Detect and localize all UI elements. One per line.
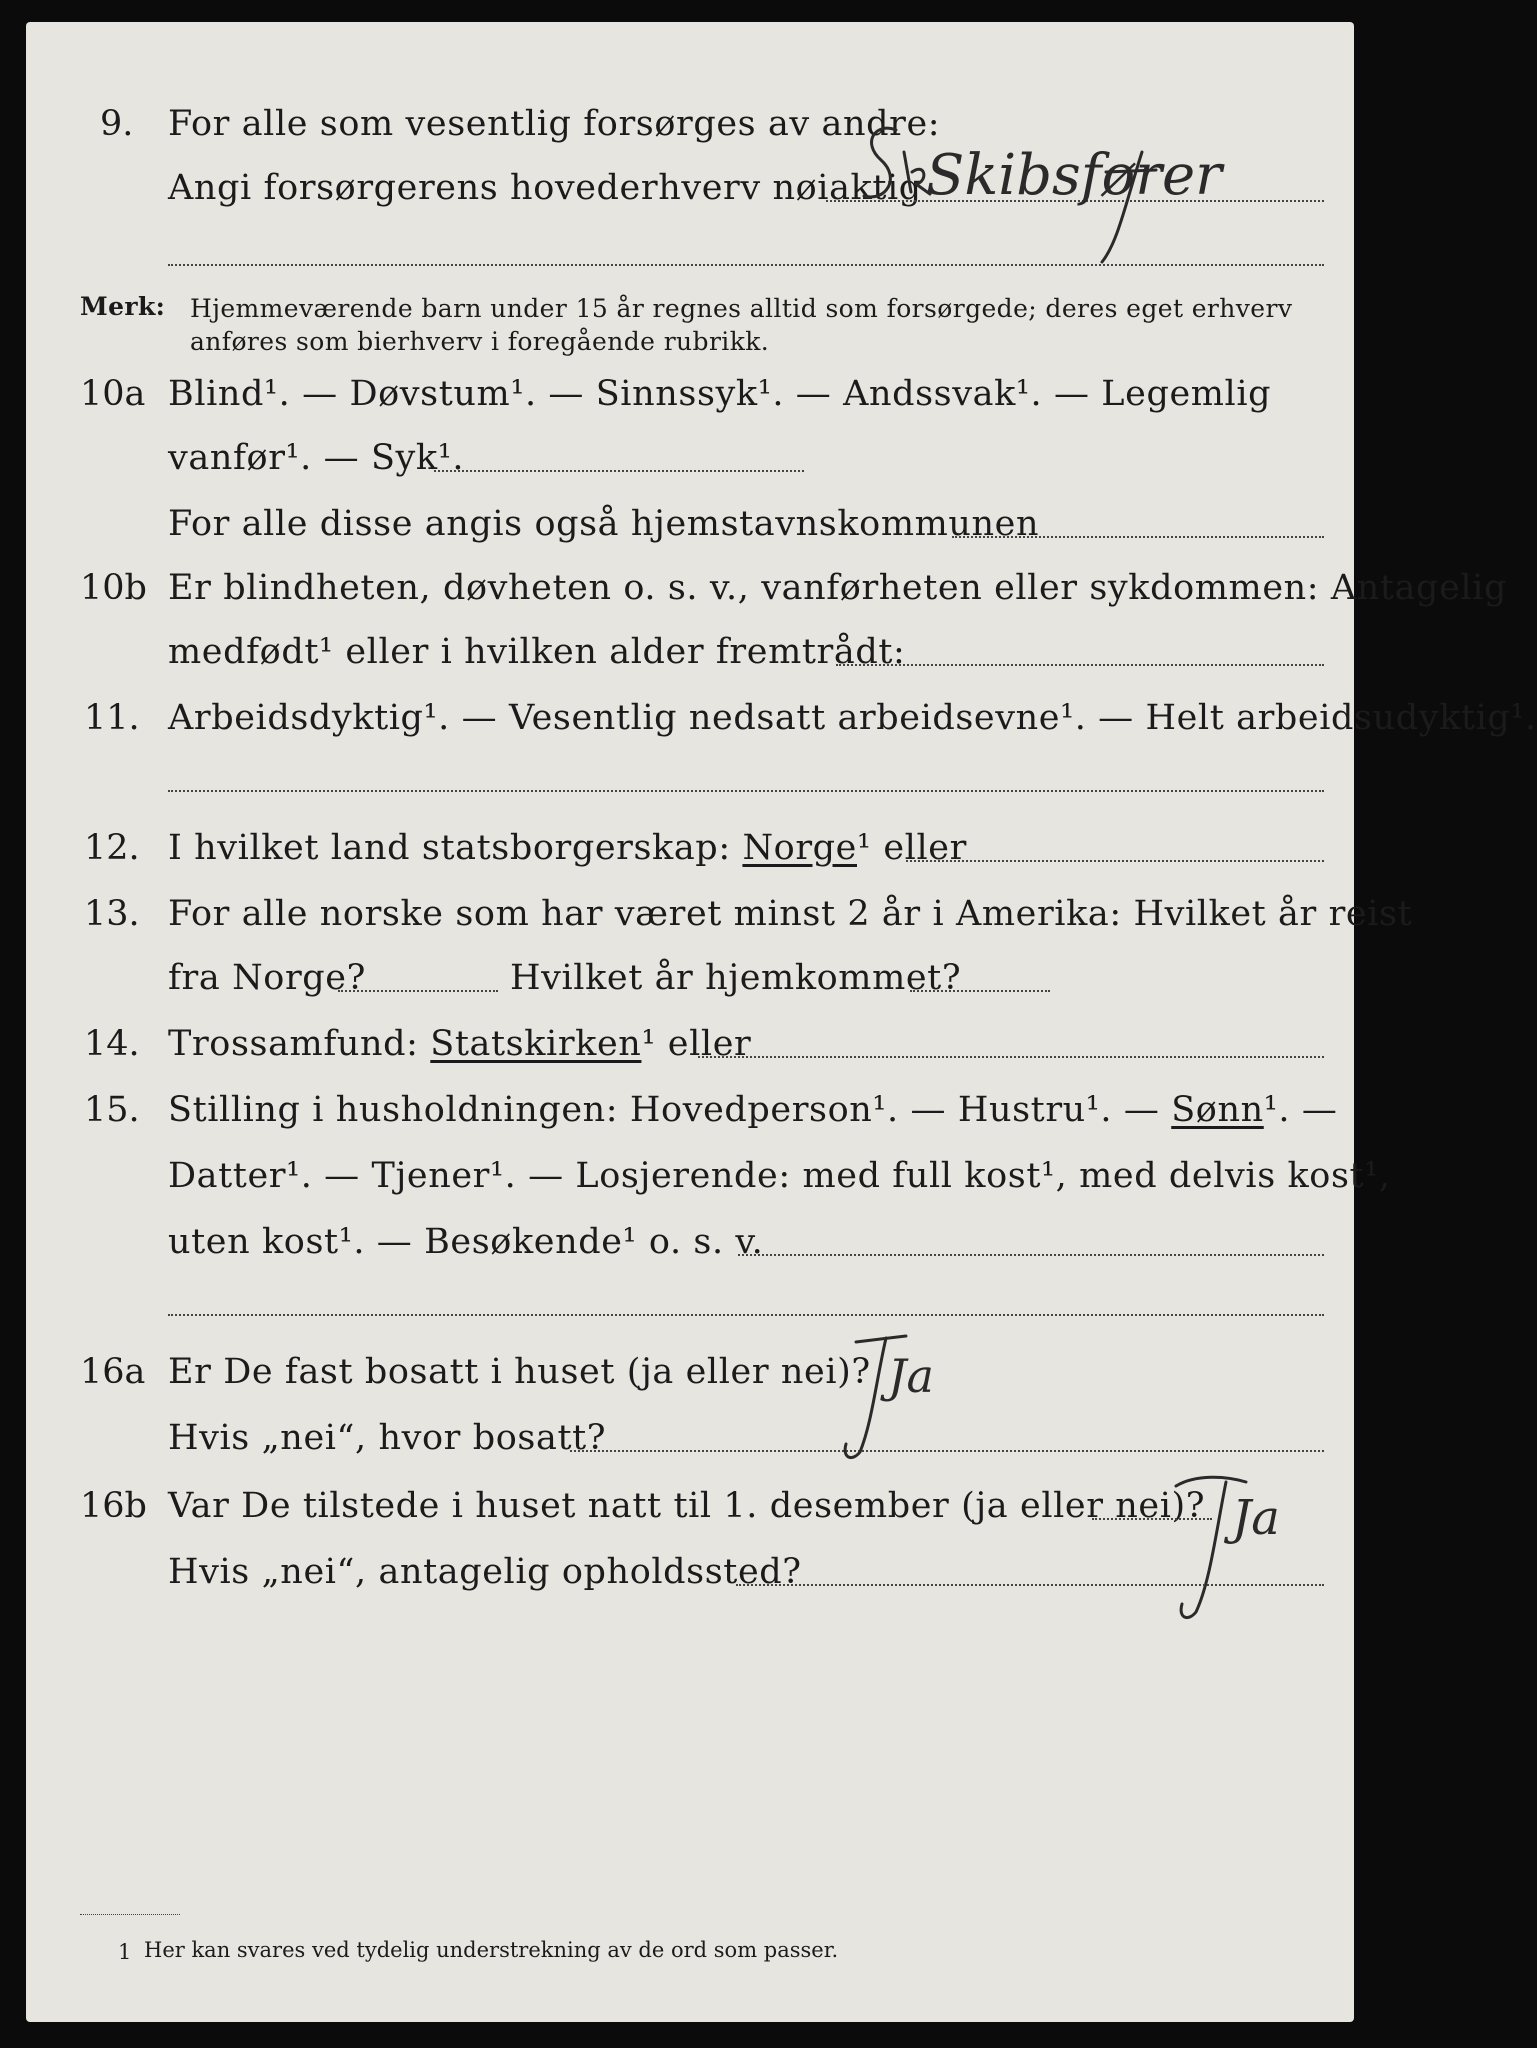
q11-extra-line xyxy=(168,790,1324,792)
svg-text:Ja: Ja xyxy=(888,1349,934,1403)
q9-line1: For alle som vesentlig forsørges av andre: xyxy=(168,104,941,144)
q12-dots xyxy=(906,860,1324,862)
svg-text:Skibsfører: Skibsfører xyxy=(926,143,1222,208)
q11-line1: Arbeidsdyktig¹. — Vesentlig nedsatt arbeidsevne¹. — Helt arbeidsudyktig¹. xyxy=(168,698,1537,738)
q16b-line2-dots xyxy=(736,1584,1324,1586)
q12-number: 12. xyxy=(84,828,140,868)
q15-underlined-sonn: Sønn xyxy=(1171,1090,1264,1130)
q14-suffix: ¹ eller xyxy=(641,1024,752,1064)
q10b-line2-dots xyxy=(836,664,1324,666)
q11-number: 11. xyxy=(84,698,140,738)
q10b-line1: Er blindheten, døvheten o. s. v., vanførheten eller sykdommen: Antagelig xyxy=(168,568,1507,608)
q10a-number: 10a xyxy=(80,374,146,414)
q13-number: 13. xyxy=(84,894,140,934)
q15-line2: Datter¹. — Tjener¹. — Losjerende: med full kost¹, med delvis kost¹, xyxy=(168,1156,1391,1196)
q14-underlined-statskirken: Statskirken xyxy=(430,1024,642,1064)
q12-line xyxy=(168,828,967,868)
q15-line1-start: Stilling i husholdningen: Hovedperson¹. — Hustru¹. — xyxy=(168,1090,1160,1130)
footnote-rule xyxy=(80,1914,180,1915)
q10b-line2: medfødt¹ eller i hvilken alder fremtrådt: xyxy=(168,632,906,672)
q15-line3-dots xyxy=(738,1254,1324,1256)
q14-dots xyxy=(698,1056,1324,1058)
merk-label: Merk: xyxy=(80,292,166,321)
q9-extra-line xyxy=(168,264,1324,266)
q10a-line1: Blind¹. — Døvstum¹. — Sinnssyk¹. — Andssvak¹. — Legemlig xyxy=(168,374,1272,414)
footnote-mark: 1 xyxy=(118,1940,132,1964)
q14-line xyxy=(168,1024,751,1064)
q16a-line2: Hvis „nei“, hvor bosatt? xyxy=(168,1418,607,1458)
q10a-line3: For alle disse angis også hjemstavnskommunen xyxy=(168,504,1040,544)
q16b-line2: Hvis „nei“, antagelig opholdssted? xyxy=(168,1552,802,1592)
q13-line1: For alle norske som har været minst 2 år i Amerika: Hvilket år reist xyxy=(168,894,1413,934)
q12-prefix: I hvilket land statsborgerskap: xyxy=(168,828,731,868)
census-form-page xyxy=(26,22,1537,2022)
q16a-line1: Er De fast bosatt i huset (ja eller nei)? xyxy=(168,1352,871,1392)
q16a-number: 16a xyxy=(80,1352,146,1392)
q15-number: 15. xyxy=(84,1090,140,1130)
q10a-line2-dots xyxy=(434,470,804,472)
q10b-number: 10b xyxy=(80,568,147,608)
merk-line1: Hjemmeværende barn under 15 år regnes alltid som forsørgede; deres eget erhverv xyxy=(190,294,1293,323)
q15-line1 xyxy=(168,1090,1337,1130)
q9-handwritten-answer xyxy=(856,112,1276,272)
svg-text:Ja: Ja xyxy=(1232,1490,1280,1546)
q10a-line3-dots xyxy=(952,536,1324,538)
q13-line2b: Hvilket år hjemkommet? xyxy=(510,958,962,998)
q15-extra-line xyxy=(168,1314,1324,1316)
q15-line3: uten kost¹. — Besøkende¹ o. s. v. xyxy=(168,1222,764,1262)
q9-line2: Angi forsørgerens hovederhverv nøiaktig xyxy=(168,168,922,208)
q12-underlined-norge: Norge xyxy=(742,828,857,868)
q14-prefix: Trossamfund: xyxy=(168,1024,419,1064)
q16b-line1: Var De tilstede i huset natt til 1. desember (ja eller nei)? xyxy=(168,1486,1206,1526)
footnote-text: Her kan svares ved tydelig understrekning av de ord som passer. xyxy=(144,1938,839,1962)
q15-line1-end: ¹. — xyxy=(1263,1090,1338,1130)
merk-line2: anføres som bierhverv i foregående rubrikk. xyxy=(190,327,770,356)
q13-line2a: fra Norge? xyxy=(168,958,366,998)
q13-year-left-dots xyxy=(338,990,498,992)
q14-number: 14. xyxy=(84,1024,140,1064)
q12-suffix: ¹ eller xyxy=(857,828,967,868)
q16b-handwritten-answer xyxy=(1136,1462,1316,1632)
q16b-number: 16b xyxy=(80,1486,147,1526)
q10a-line2: vanfør¹. — Syk¹. xyxy=(168,438,465,478)
q16a-handwritten-answer xyxy=(816,1312,976,1472)
q9-number: 9. xyxy=(100,104,134,144)
q13-year-returned-dots xyxy=(910,990,1050,992)
